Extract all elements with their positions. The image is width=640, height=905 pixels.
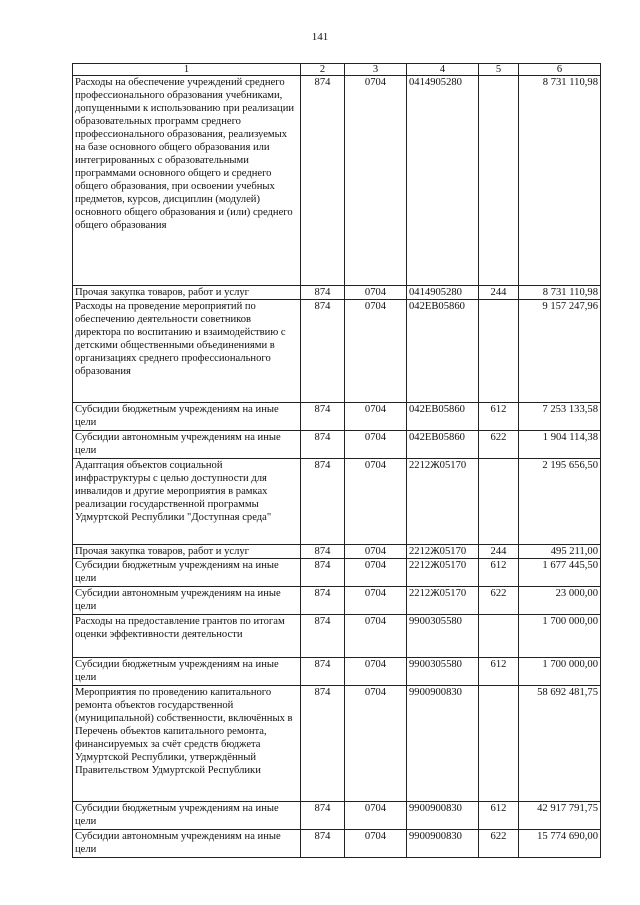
table-row [73,76,601,286]
amount-cell: 1 700 000,00 [519,658,601,686]
section-code-cell: 0704 [345,545,407,559]
amount-cell: 8 731 110,98 [519,76,601,286]
amount-cell: 7 253 133,58 [519,403,601,431]
target-article-cell: 9900305580 [407,658,479,686]
expense-type-cell [479,76,519,286]
amount-cell: 23 000,00 [519,587,601,615]
expense-name-cell: Субсидии автономным учреждениям на иные цели [73,431,301,459]
expense-name-cell: Расходы на проведение мероприятий по обеспечению деятельности советников директора по воспитанию и взаимодействию с детскими общественными объединениями в организациях среднего профессионального образования [73,300,301,403]
ministry-code-cell: 874 [301,830,345,858]
target-article-cell: 2212Ж05170 [407,559,479,587]
amount-cell: 8 731 110,98 [519,286,601,300]
section-code-cell: 0704 [345,658,407,686]
expense-type-cell: 244 [479,545,519,559]
expense-name-cell: Субсидии бюджетным учреждениям на иные цели [73,802,301,830]
ministry-code-cell: 874 [301,802,345,830]
expense-type-cell: 612 [479,658,519,686]
expense-type-cell: 622 [479,587,519,615]
table-row [73,559,601,587]
ministry-code-cell: 874 [301,459,345,545]
ministry-code-cell: 874 [301,559,345,587]
expense-name-cell: Субсидии автономным учреждениям на иные цели [73,587,301,615]
section-code-cell: 0704 [345,802,407,830]
expense-name-cell: Субсидии бюджетным учреждениям на иные цели [73,559,301,587]
target-article-cell: 9900900830 [407,802,479,830]
expense-type-cell: 612 [479,802,519,830]
amount-cell: 2 195 656,50 [519,459,601,545]
section-code-cell: 0704 [345,300,407,403]
expense-name-cell: Субсидии автономным учреждениям на иные цели [73,830,301,858]
table-row [73,658,601,686]
expense-type-cell [479,459,519,545]
expense-type-cell: 244 [479,286,519,300]
section-code-cell: 0704 [345,587,407,615]
expense-name-cell: Субсидии бюджетным учреждениям на иные цели [73,658,301,686]
expense-type-cell [479,300,519,403]
target-article-cell: 9900900830 [407,686,479,802]
expense-type-cell: 622 [479,431,519,459]
ministry-code-cell: 874 [301,403,345,431]
amount-cell: 1 904 114,38 [519,431,601,459]
target-article-cell: 042EB05860 [407,403,479,431]
target-article-cell: 0414905280 [407,286,479,300]
ministry-code-cell: 874 [301,76,345,286]
table-row [73,286,601,300]
target-article-cell: 2212Ж05170 [407,545,479,559]
section-code-cell: 0704 [345,686,407,802]
column-header-5: 5 [479,64,519,76]
ministry-code-cell: 874 [301,286,345,300]
expense-type-cell: 612 [479,403,519,431]
expense-type-cell [479,615,519,658]
ministry-code-cell: 874 [301,545,345,559]
amount-cell: 495 211,00 [519,545,601,559]
table-row [73,802,601,830]
target-article-cell: 042EB05860 [407,300,479,403]
target-article-cell: 2212Ж05170 [407,587,479,615]
target-article-cell: 0414905280 [407,76,479,286]
header-row [73,64,601,76]
expense-name-cell: Расходы на обеспечение учреждений среднего профессионального образования учебниками, допущенными к использованию при реализации образовательных программ среднего профессионального образования, реализуемых на базе основного общего образования или интегрированных с образовательными программами основного общего и среднего общего образования, при освоении учебных предметов, курсов, дисциплин (модулей) основного общего образования и (или) среднего общего образования [73,76,301,286]
table-row [73,686,601,802]
expense-type-cell: 612 [479,559,519,587]
expense-name-cell: Мероприятия по проведению капитального ремонта объектов государственной (муниципальной) собственности, включённых в Перечень объектов капитального ремонта, финансируемых за счёт средств бюджета Удмуртской Республики, утверждённый Правительством Удмуртской Республики [73,686,301,802]
section-code-cell: 0704 [345,431,407,459]
table-row [73,587,601,615]
column-header-1: 1 [73,64,301,76]
expense-type-cell: 622 [479,830,519,858]
page-number: 141 [311,31,329,43]
ministry-code-cell: 874 [301,300,345,403]
expense-type-cell [479,686,519,802]
expense-name-cell: Расходы на предоставление грантов по итогам оценки эффективности деятельности [73,615,301,658]
section-code-cell: 0704 [345,403,407,431]
target-article-cell: 9900305580 [407,615,479,658]
column-header-2: 2 [301,64,345,76]
ministry-code-cell: 874 [301,658,345,686]
amount-cell: 1 677 445,50 [519,559,601,587]
amount-cell: 58 692 481,75 [519,686,601,802]
table-row [73,459,601,545]
target-article-cell: 042EB05860 [407,431,479,459]
section-code-cell: 0704 [345,459,407,545]
section-code-cell: 0704 [345,559,407,587]
target-article-cell: 2212Ж05170 [407,459,479,545]
ministry-code-cell: 874 [301,431,345,459]
table-row [73,615,601,658]
column-header-3: 3 [345,64,407,76]
expense-name-cell: Адаптация объектов социальной инфраструктуры с целью доступности для инвалидов и другие мероприятия в рамках реализации государственной программы Удмуртской Республики "Доступная среда" [73,459,301,545]
table-row [73,300,601,403]
amount-cell: 1 700 000,00 [519,615,601,658]
column-header-6: 6 [519,64,601,76]
table-row [73,830,601,858]
amount-cell: 15 774 690,00 [519,830,601,858]
table-row [73,431,601,459]
section-code-cell: 0704 [345,76,407,286]
section-code-cell: 0704 [345,615,407,658]
column-header-4: 4 [407,64,479,76]
expense-name-cell: Субсидии бюджетным учреждениям на иные цели [73,403,301,431]
target-article-cell: 9900900830 [407,830,479,858]
section-code-cell: 0704 [345,830,407,858]
amount-cell: 9 157 247,96 [519,300,601,403]
expense-name-cell: Прочая закупка товаров, работ и услуг [73,545,301,559]
table-row [73,403,601,431]
ministry-code-cell: 874 [301,686,345,802]
table-row [73,545,601,559]
section-code-cell: 0704 [345,286,407,300]
expense-name-cell: Прочая закупка товаров, работ и услуг [73,286,301,300]
ministry-code-cell: 874 [301,587,345,615]
amount-cell: 42 917 791,75 [519,802,601,830]
budget-table [72,63,601,858]
ministry-code-cell: 874 [301,615,345,658]
